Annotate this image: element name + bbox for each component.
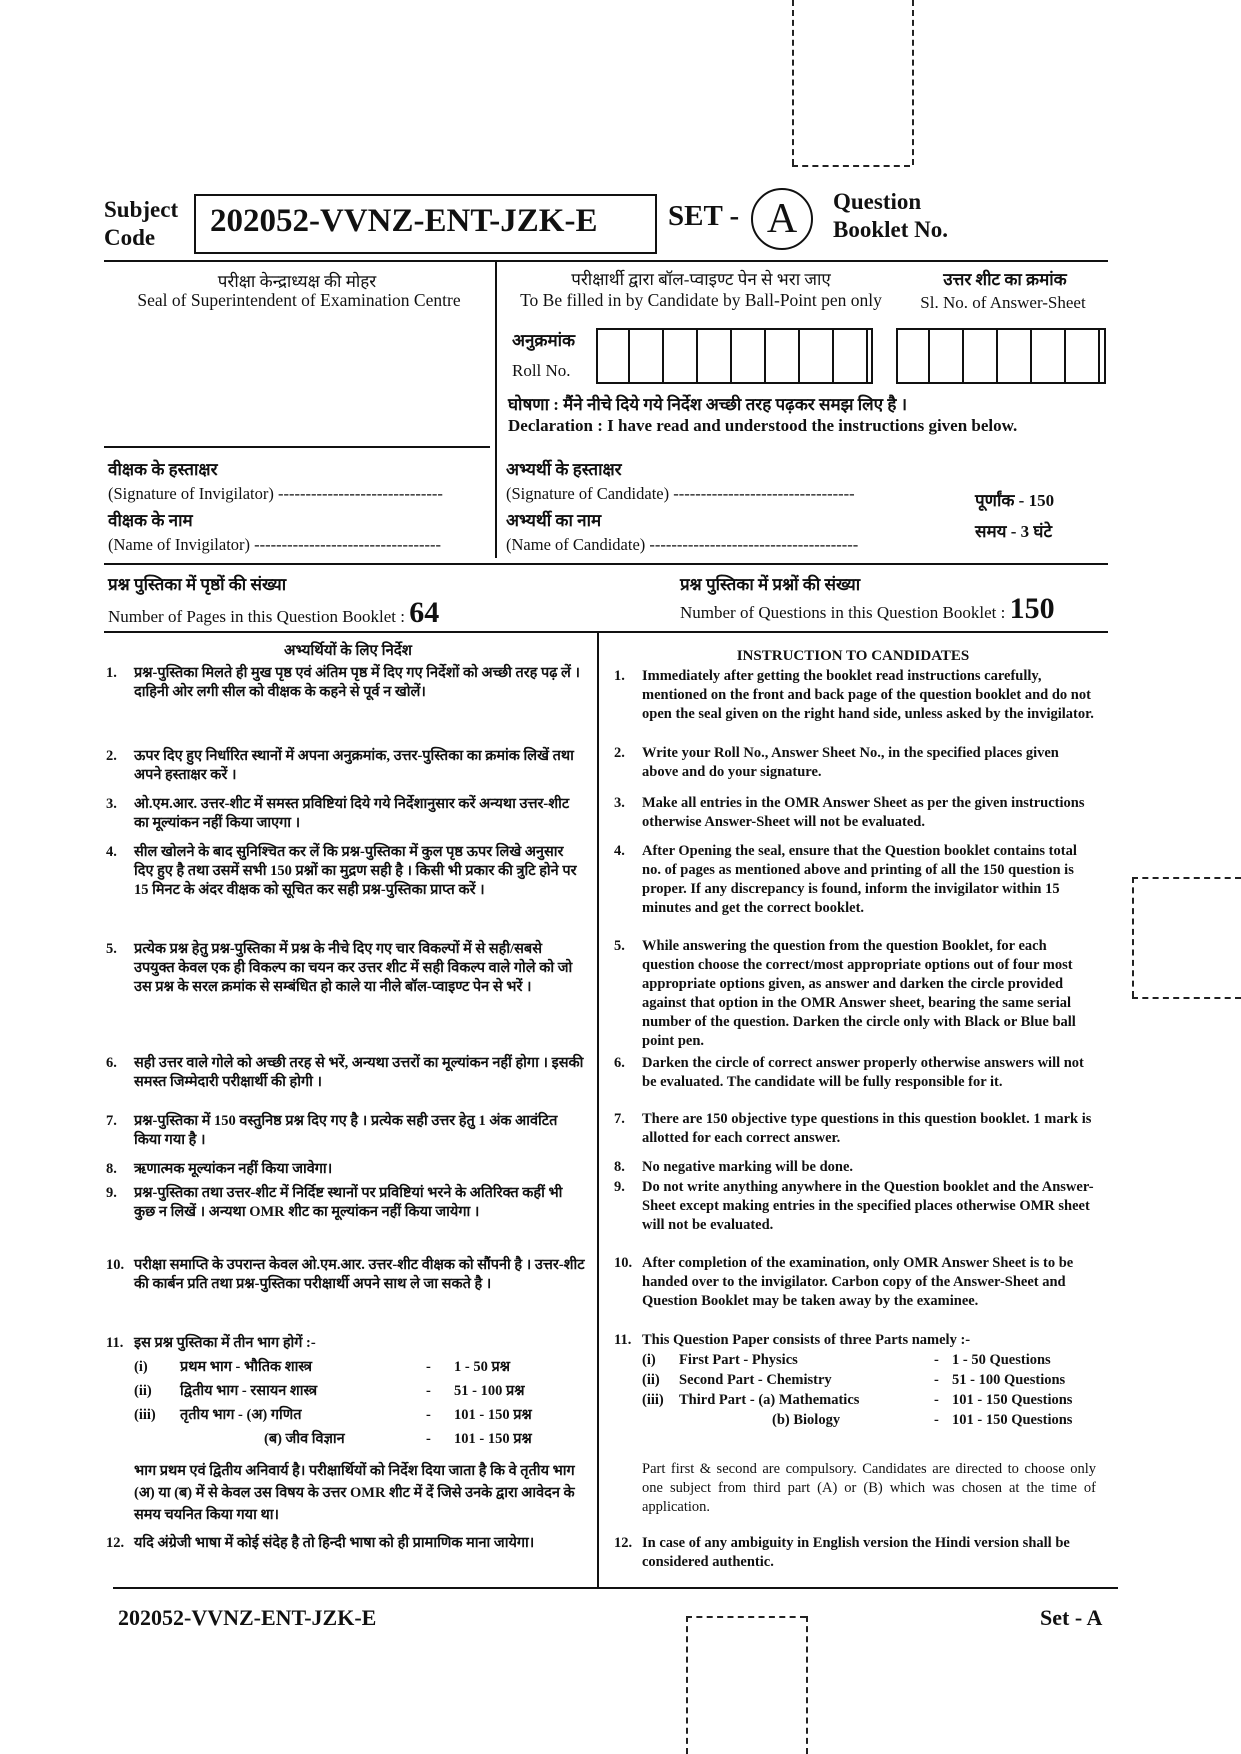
- instructions-bottom-rule: [113, 1587, 1118, 1589]
- answer-sheet-digit-box[interactable]: [1000, 330, 1032, 382]
- subject-code-label: Subject Code: [104, 197, 179, 250]
- english-instruction-item: 4. After Opening the seal, ensure that the Question booklet contains total no. of pages as mentioned above and printing of all the 150 question is proper. If any discrepancy is found, inform the invigilator within 15 minutes and get the correct booklet.: [614, 843, 1077, 916]
- candidate-name-hi: अभ्यर्थी का नाम: [506, 511, 602, 530]
- english-instruction-item: 11. This Question Paper consists of three Parts namely :-: [614, 1332, 971, 1348]
- roll-label-en: Roll No.: [512, 361, 571, 380]
- english-instruction-item: 3. Make all entries in the OMR Answer Sheet as per the given instructions otherwise Answer-Sheet will not be evaluated.: [614, 795, 1085, 830]
- hindi-instruction-item: 3. ओ.एम.आर. उत्तर-शीट में समस्त प्रविष्टियां दिये गये निर्देशानुसार करें अन्यथा उत्तर-शीट का मूल्यांकन नहीं किया जाएगा ।: [106, 796, 570, 831]
- hindi-instruction-item: 12. यदि अंग्रेजी भाषा में कोई संदेह है तो हिन्दी भाषा को ही प्रामाणिक माना जायेगा।: [106, 1535, 535, 1551]
- english-part-row: (i) First Part - Physics - 1 - 50 Questions: [642, 1352, 1051, 1368]
- hindi-part-row: (iii) तृतीय भाग - (अ) गणित - 101 - 150 प्रश्न: [134, 1407, 532, 1423]
- counts-rule: [104, 631, 1108, 633]
- english-part-row: (iii) Third Part - (a) Mathematics - 101 - 150 Questions: [642, 1392, 1073, 1408]
- english-instruction-item: 8. No negative marking will be done.: [614, 1159, 854, 1175]
- seal-mark-top-bottom: [792, 165, 910, 167]
- seal-box-bottom: [104, 446, 490, 448]
- invigilator-signature-en: (Signature of Invigilator) ------------------------------: [108, 484, 443, 503]
- seal-mark-bottom-right: [806, 1616, 808, 1754]
- questions-count-value: 150: [1009, 592, 1055, 625]
- footer-subject-code: 202052-VVNZ-ENT-JZK-E: [118, 1605, 377, 1630]
- answer-sheet-digit-box[interactable]: [1034, 330, 1066, 382]
- roll-digit-box[interactable]: [734, 330, 766, 382]
- english-instruction-item: 1. Immediately after getting the booklet read instructions carefully, mentioned on the front and back page of the question booklet and do not open the seal given on the right hand side, unless asked by the invigilator.: [614, 668, 1094, 722]
- hindi-instruction-item: 1. प्रश्न-पुस्तिका मिलते ही मुख पृष्ठ एवं अंतिम पृष्ठ में दिए गए निर्देशों को अच्छी तरह पढ़ लें । दाहिनी ओर लगी सील को वीक्षक के कहने से पूर्व न खोलें।: [106, 665, 580, 700]
- english-instruction-item: 2. Write your Roll No., Answer Sheet No., in the specified places given above and do your signature.: [614, 745, 1059, 780]
- seal-mark-bottom-left: [686, 1616, 688, 1754]
- pages-count-hi: प्रश्न पुस्तिका में पृष्ठों की संख्या: [108, 575, 287, 594]
- hindi-part-row: (i) प्रथम भाग - भौतिक शास्त्र - 1 - 50 प्रश्न: [134, 1359, 510, 1375]
- roll-digit-box[interactable]: [836, 330, 868, 382]
- candidate-name-en: (Name of Candidate) --------------------------------------: [506, 535, 859, 554]
- hindi-instruction-item: 5. प्रत्येक प्रश्न हेतु प्रश्न-पुस्तिका में प्रश्न के नीचे दिए गए चार विकल्पों में से सही/सबसे उपयुक्त केवल एक ही विकल्प का चयन कर उत्तर शीट में सही विकल्प वाले गोले को जो उस प्रश्न के सरल क्रमांक से सम्बंधित हो काले या नीले बॉल-प्वाइण्ट पेन से भरें ।: [106, 941, 573, 995]
- seal-mark-right-bottom: [1132, 997, 1241, 999]
- hindi-instruction-item: 11. इस प्रश्न पुस्तिका में तीन भाग होगें :-: [106, 1335, 316, 1351]
- answer-sheet-digit-box[interactable]: [932, 330, 964, 382]
- pages-count-row: [108, 596, 439, 630]
- seal-mark-right-side: [1132, 877, 1134, 997]
- roll-digit-box[interactable]: [802, 330, 834, 382]
- header-divider: [495, 260, 497, 558]
- english-part-row: (ii) Second Part - Chemistry - 51 - 100 Questions: [642, 1372, 1066, 1388]
- english-instructions-title: INSTRUCTION TO CANDIDATES: [736, 648, 970, 664]
- questions-count-en: Number of Questions in this Question Booklet :: [680, 603, 1006, 622]
- answer-sheet-digit-box[interactable]: [1068, 330, 1100, 382]
- hindi-instruction-item: 7. प्रश्न-पुस्तिका में 150 वस्तुनिष्ठ प्रश्न दिए गए है । प्रत्येक सही उत्तर हेतु 1 अंक आवंटित किया गया है ।: [106, 1113, 558, 1148]
- candidate-signature-en: (Signature of Candidate) ---------------------------------: [506, 484, 855, 503]
- seal-mark-bottom-top: [686, 1616, 806, 1618]
- set-letter: A: [766, 196, 798, 242]
- seal-title-en: Seal of Superintendent of Examination Centre: [137, 290, 461, 310]
- hindi-instruction-item: 10. परीक्षा समाप्ति के उपरान्त केवल ओ.एम.आर. उत्तर-शीट वीक्षक को सौंपनी है । उत्तर-शीट की कार्बन प्रति तथा प्रश्न-पुस्तिका परीक्षार्थी अपने साथ ले जा सकते है ।: [106, 1257, 585, 1292]
- roll-digit-box[interactable]: [700, 330, 732, 382]
- total-marks: पूर्णांक - 150: [975, 491, 1055, 510]
- english-instruction-item: 12. In case of any ambiguity in English version the Hindi version shall be considered authentic.: [614, 1535, 1070, 1570]
- seal-mark-top-right: [912, 0, 914, 165]
- hindi-part-row: (ii) द्वितीय भाग - रसायन शास्त्र - 51 - 100 प्रश्न: [134, 1383, 525, 1399]
- answer-sheet-hi: उत्तर शीट का क्रमांक: [943, 270, 1067, 289]
- english-part-row: (b) Biology - 101 - 150 Questions: [772, 1412, 1073, 1428]
- hindi-instruction-item: 6. सही उत्तर वाले गोले को अच्छी तरह से भरें, अन्यथा उत्तरों का मूल्यांकन नहीं होगा । इसकी समस्त जिम्मेदारी परीक्षार्थी की होगी ।: [106, 1055, 584, 1090]
- set-letter-circle: [751, 188, 813, 250]
- answer-sheet-digit-box[interactable]: [898, 330, 930, 382]
- hindi-instruction-item: 4. सील खोलने के बाद सुनिश्चित कर लें कि प्रश्न-पुस्तिका में कुल पृष्ठ ऊपर लिखे अनुसार दिए हुए है तथा उसमें सभी 150 प्रश्नों का मुद्रण सही है । किसी भी प्रकार की त्रुटि होने पर 15 मिनट के अंदर वीक्षक को सूचित कर सही प्रश्न-पुस्तिका प्राप्त करें ।: [106, 844, 577, 898]
- declaration-en: Declaration : I have read and understood the instructions given below.: [508, 416, 1018, 435]
- candidate-fill-hi: परीक्षार्थी द्वारा बॉल-प्वाइण्ट पेन से भरा जाए: [571, 270, 831, 289]
- header-rule: [104, 260, 1108, 262]
- signature-rule: [104, 563, 1108, 565]
- invigilator-name-en: (Name of Invigilator) ----------------------------------: [108, 535, 441, 554]
- english-instruction-item: 10. After completion of the examination, only OMR Answer Sheet is to be handed over to the invigilator. Carbon copy of the Answer-Sheet and Question Booklet may be taken away by the examinee.: [614, 1255, 1074, 1309]
- questions-count-hi: प्रश्न पुस्तिका में प्रश्नों की संख्या: [680, 575, 861, 594]
- set-label: SET -: [668, 200, 740, 232]
- hindi-part-row: (ब) जीव विज्ञान - 101 - 150 प्रश्न: [264, 1431, 532, 1447]
- roll-number-boxes[interactable]: [596, 328, 873, 384]
- hindi-compulsory-note: भाग प्रथम एवं द्वितीय अनिवार्य है। परीक्षार्थियों को निर्देश दिया जाता है कि वे तृतीय भाग (अ) या (ब) में से केवल उस विषय के उत्तर OMR शीट में दें जिसे उनके द्वारा आवेदन के समय चयनित किया गया था।: [134, 1463, 575, 1523]
- pages-count-value: 64: [409, 596, 440, 629]
- english-instruction-item: 6. Darken the circle of correct answer properly otherwise answers will not be evaluated. The candidate will be fully responsible for it.: [614, 1055, 1084, 1090]
- invigilator-name-hi: वीक्षक के नाम: [108, 511, 193, 530]
- hindi-instructions-title: अभ्यर्थियों के लिए निर्देश: [284, 643, 412, 659]
- booklet-no-label: Question Booklet No.: [833, 189, 948, 242]
- roll-digit-box[interactable]: [632, 330, 664, 382]
- roll-digit-box[interactable]: [598, 330, 630, 382]
- questions-count-row: [680, 592, 1055, 626]
- hindi-instruction-item: 9. प्रश्न-पुस्तिका तथा उत्तर-शीट में निर्दिष्ट स्थानों पर प्रविष्टियां भरने के अतिरिक्त कहीं भी कुछ न लिखें । अन्यथा OMR शीट का मूल्यांकन नहीं किया जायेगा ।: [106, 1185, 563, 1220]
- declaration-hi: घोषणा : मैंने नीचे दिये गये निर्देश अच्छी तरह पढ़कर समझ लिए है ।: [508, 395, 908, 414]
- english-instruction-item: 5. While answering the question from the question Booklet, for each question choose the correct/most appropriate options out of four most appropriate options given, as answer and darken the circle provided against that option in the OMR Answer sheet, bearing the same serial number of the question. Darken the circle only with Black or Blue ball point pen.: [614, 938, 1076, 1049]
- subject-code: 202052-VVNZ-ENT-JZK-E: [210, 203, 598, 239]
- footer-set: Set - A: [1040, 1605, 1103, 1630]
- invigilator-signature-hi: वीक्षक के हस्ताक्षर: [108, 460, 218, 479]
- seal-title-hi: परीक्षा केन्द्राध्यक्ष की मोहर: [217, 272, 377, 291]
- candidate-fill-en: To Be filled in by Candidate by Ball-Point pen only: [520, 290, 882, 310]
- roll-digit-box[interactable]: [666, 330, 698, 382]
- english-compulsory-note: Part first & second are compulsory. Candidates are directed to choose only one subject from third part (A) or (B) which was chosen at the time of application.: [642, 1461, 1096, 1515]
- pages-count-en: Number of Pages in this Question Booklet :: [108, 607, 406, 626]
- english-instruction-item: 7. There are 150 objective type questions in this question booklet. 1 mark is allotted for each correct answer.: [614, 1111, 1092, 1146]
- exam-time: समय - 3 घंटे: [975, 522, 1053, 541]
- roll-label-hi: अनुक्रमांक: [512, 331, 576, 350]
- seal-mark-top-left: [792, 0, 794, 165]
- answer-sheet-digit-box[interactable]: [966, 330, 998, 382]
- hindi-instruction-item: 8. ऋणात्मक मूल्यांकन नहीं किया जावेगा।: [106, 1161, 333, 1177]
- hindi-instruction-item: 2. ऊपर दिए हुए निर्धारित स्थानों में अपना अनुक्रमांक, उत्तर-पुस्तिका का क्रमांक लिखें तथा अपने हस्ताक्षर करें ।: [106, 748, 574, 783]
- instructions-divider: [597, 633, 599, 1588]
- english-instruction-item: 9. Do not write anything anywhere in the Question booklet and the Answer-Sheet except making entries in the specified places otherwise OMR sheet will not be evaluated.: [614, 1179, 1094, 1233]
- roll-digit-box[interactable]: [768, 330, 800, 382]
- seal-mark-right-top: [1132, 877, 1241, 879]
- candidate-signature-hi: अभ्यर्थी के हस्ताक्षर: [506, 460, 622, 479]
- answer-sheet-en: Sl. No. of Answer-Sheet: [920, 293, 1086, 312]
- answer-sheet-boxes[interactable]: [896, 328, 1106, 384]
